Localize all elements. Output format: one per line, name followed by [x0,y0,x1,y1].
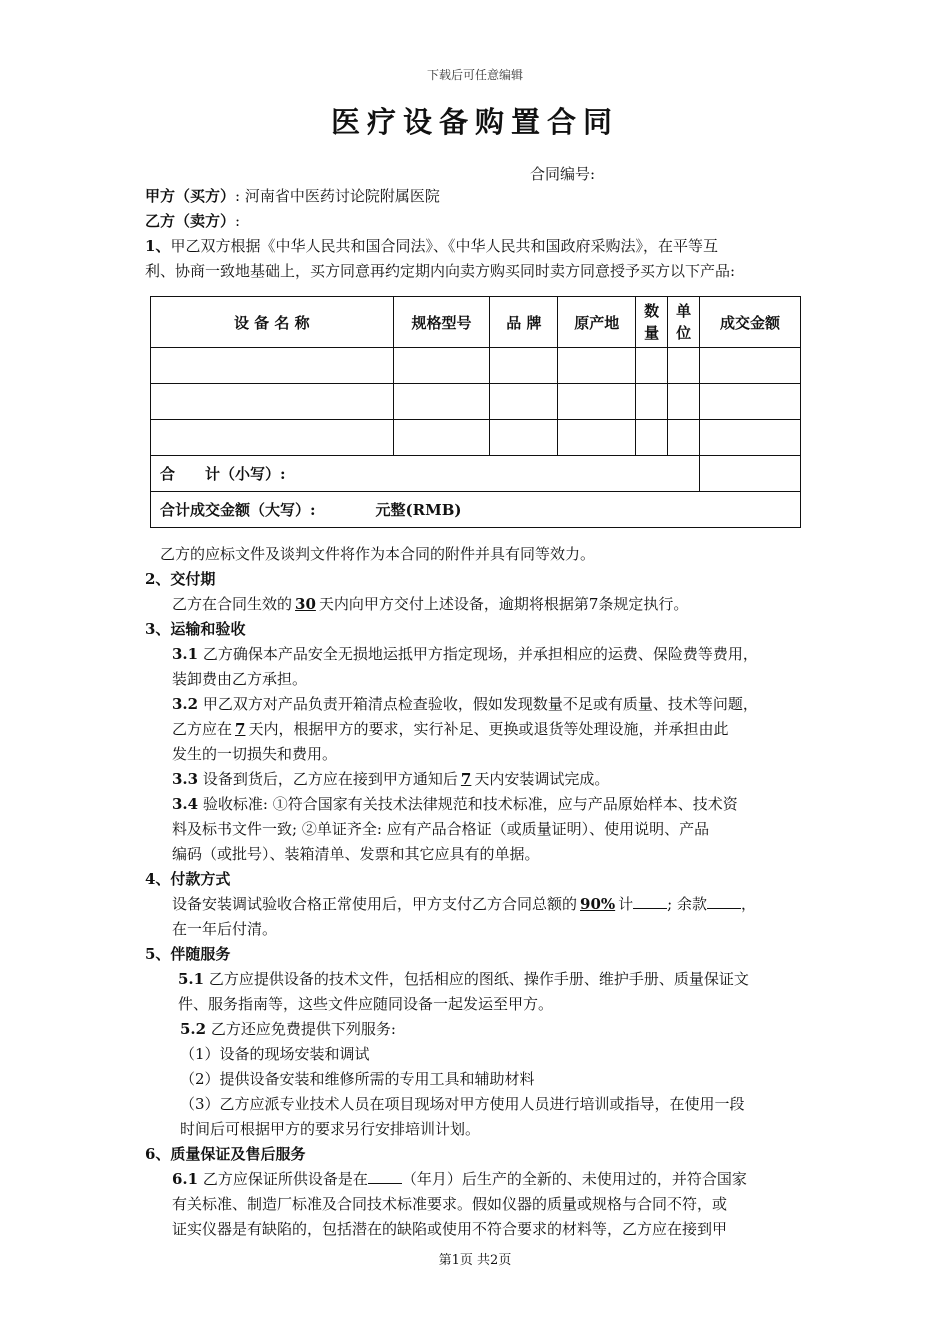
section-4-text-c: ; 余款 [667,895,707,913]
party-a [145,184,440,209]
page-title: 医疗设备购置合同 [330,105,619,139]
section-2-text [172,592,688,617]
clause-6-1-line-2: 有关标准、制造厂标准及合同技术标准要求。假如仪器的质量或规格与合同不符，或 [172,1195,728,1213]
clause-3-1-line-1 [172,642,758,667]
page-number: 第1页 共2页 [438,1253,512,1268]
clause-1-text-1: 甲乙双方根据《中华人民共和国合同法》、《中华人民共和国政府采购法》，在平等互 [170,237,718,255]
party-b-value: : [235,212,241,230]
clause-6-1-line-3: 证实仪器是有缺陷的，包括潜在的缺陷或使用不符合要求的材料等，乙方应在接到甲 [172,1220,728,1238]
table-cell [151,420,394,456]
section-3-title: 3、运输和验收 [145,620,246,638]
delivery-days: 30 [295,595,316,613]
col-quantity-char-1: 数 [644,302,660,320]
service-item-3-line-2: 时间后可根据甲方的要求另行安排培训计划。 [180,1120,481,1138]
clause-3-1-number: 3.1 [172,645,199,663]
col-equipment-name: 设 备 名 称 [151,297,394,348]
clause-3-3-number: 3.3 [172,770,199,788]
service-item-1: （1）设备的现场安装和调试 [180,1045,370,1063]
clause-3-3-line [172,767,609,792]
table-cell [558,384,636,420]
payment-percent: 90% [580,895,616,913]
col-unit-char-2: 位 [676,324,692,342]
header-note: 下载后可任意编辑 [426,68,523,82]
table-cell [558,348,636,384]
col-quantity [636,297,668,348]
sum-big-row [151,492,801,528]
clause-1-line-1 [145,234,718,259]
col-origin: 原产地 [558,297,636,348]
clause-5-1-line-2: 件、服务指南等，这些文件应随同设备一起发运至甲方。 [178,995,554,1013]
table-row [151,384,801,420]
service-item-2: （2）提供设备安装和维修所需的专用工具和辅助材料 [180,1070,535,1088]
table-cell [700,348,801,384]
party-b-label: 乙方（卖方） [145,212,236,230]
table-cell [636,384,668,420]
section-4-title: 4、付款方式 [145,870,231,888]
table-cell [668,348,700,384]
clause-5-2-number: 5.2 [180,1020,207,1038]
clause-6-1-number: 6.1 [172,1170,199,1188]
clause-3-4-line-3: 编码（或批号）、装箱清单、发票和其它应具有的单据。 [172,845,540,863]
sum-big-label: 合计成交金额（大写）: [160,501,316,519]
clause-5-1-text-1: 乙方应提供设备的技术文件，包括相应的图纸、操作手册、维护手册、质量保证文 [208,970,749,988]
section-2-text-a: 乙方在合同生效的 [172,595,293,613]
table-cell [490,384,558,420]
service-item-3-line-1: （3）乙方应派专业技术人员在项目现场对甲方使用人员进行培训或指导，在使用一段 [180,1095,745,1113]
section-6-title: 6、质量保证及售后服务 [145,1145,306,1163]
col-unit-char-1: 单 [676,302,692,320]
table-row [151,420,801,456]
clause-5-1-line-1 [178,967,749,992]
section-4-line-1 [172,892,756,917]
clause-3-1-text-1: 乙方确保本产品安全无损地运抵甲方指定现场，并承担相应的运费、保险费等费用， [202,645,758,663]
section-4-text-d: ， [741,895,757,913]
sum-big-cell [151,492,801,528]
clause-3-2-line-2 [172,717,728,742]
clause-3-2-number: 3.2 [172,695,199,713]
col-brand: 品 牌 [490,297,558,348]
col-quantity-char-2: 量 [644,324,660,342]
clause-5-2-text: 乙方还应免费提供下列服务: [210,1020,396,1038]
payment-blank-2 [707,894,741,909]
clause-1-number: 1、 [145,237,171,255]
table-cell [151,384,394,420]
clause-5-2-line [180,1017,396,1042]
table-cell [636,420,668,456]
table-cell [151,348,394,384]
production-date-blank [368,1169,402,1184]
clause-6-1-text-b: （年月）后生产的全新的、未使用过的，并符合国家 [401,1170,747,1188]
sum-small-label: 合 计（小写）: [151,456,700,492]
col-spec-model: 规格型号 [393,297,490,348]
table-cell [636,348,668,384]
attachment-note: 乙方的应标文件及谈判文件将作为本合同的附件并具有同等效力。 [160,545,596,563]
col-amount: 成交金额 [700,297,801,348]
table-cell [668,420,700,456]
equipment-table [150,296,801,528]
col-unit [668,297,700,348]
clause-3-4-number: 3.4 [172,795,199,813]
clause-3-1-line-2: 装卸费由乙方承担。 [172,670,308,688]
clause-6-1-text-a: 乙方应保证所供设备是在 [202,1170,368,1188]
sum-small-row [151,456,801,492]
table-cell [558,420,636,456]
clause-3-2-text-2b: 天内，根据甲方的要求，实行补足、更换或退货等处理设施，并承担由此 [248,720,729,738]
clause-3-3-text-a: 设备到货后，乙方应在接到甲方通知后 [202,770,458,788]
payment-blank-1 [633,894,667,909]
table-row [151,348,801,384]
table-cell [393,420,490,456]
table-cell [490,420,558,456]
clause-3-4-text-1: 验收标准: ①符合国家有关技术法律规范和技术标准，应与产品原始样本、技术资 [202,795,738,813]
party-a-value: : 河南省中医药讨论院附属医院 [235,187,440,205]
section-2-title: 2、交付期 [145,570,216,588]
clause-3-4-line-1 [172,792,738,817]
table-cell [700,384,801,420]
sum-big-unit: 元整(RMB) [375,501,462,519]
section-4-text-b: 计 [618,895,634,913]
clause-3-4-line-2: 料及标书文件一致; ②单证齐全: 应有产品合格证（或质量证明）、使用说明、产品 [172,820,710,838]
section-4-text-a: 设备安装调试验收合格正常使用后，甲方支付乙方合同总额的 [172,895,578,913]
clause-1-line-2: 利、协商一致地基础上，买方同意再约定期内向卖方购买同时卖方同意授予买方以下产品: [145,262,736,280]
table-header-row [151,297,801,348]
remedy-days: 7 [235,720,246,738]
party-a-label: 甲方（买方） [145,187,236,205]
sum-small-value [700,456,801,492]
clause-6-1-line-1 [172,1167,747,1192]
clause-3-2-text-1: 甲乙双方对产品负责开箱清点检查验收，假如发现数量不足或有质量、技术等问题， [202,695,758,713]
table-cell [700,420,801,456]
clause-3-3-text-b: 天内安装调试完成。 [474,770,610,788]
section-4-line-2: 在一年后付清。 [172,920,278,938]
party-b [145,209,240,234]
section-2-text-b: 天内向甲方交付上述设备，逾期将根据第7条规定执行。 [318,595,689,613]
install-days: 7 [460,770,472,788]
section-5-title: 5、伴随服务 [145,945,231,963]
clause-3-2-text-2a: 乙方应在 [172,720,233,738]
table-cell [393,384,490,420]
table-cell [393,348,490,384]
table-cell [668,384,700,420]
clause-3-2-line-1 [172,692,758,717]
contract-number-label: 合同编号: [530,165,596,183]
clause-5-1-number: 5.1 [178,970,205,988]
table-cell [490,348,558,384]
clause-3-2-line-3: 发生的一切损失和费用。 [172,745,338,763]
